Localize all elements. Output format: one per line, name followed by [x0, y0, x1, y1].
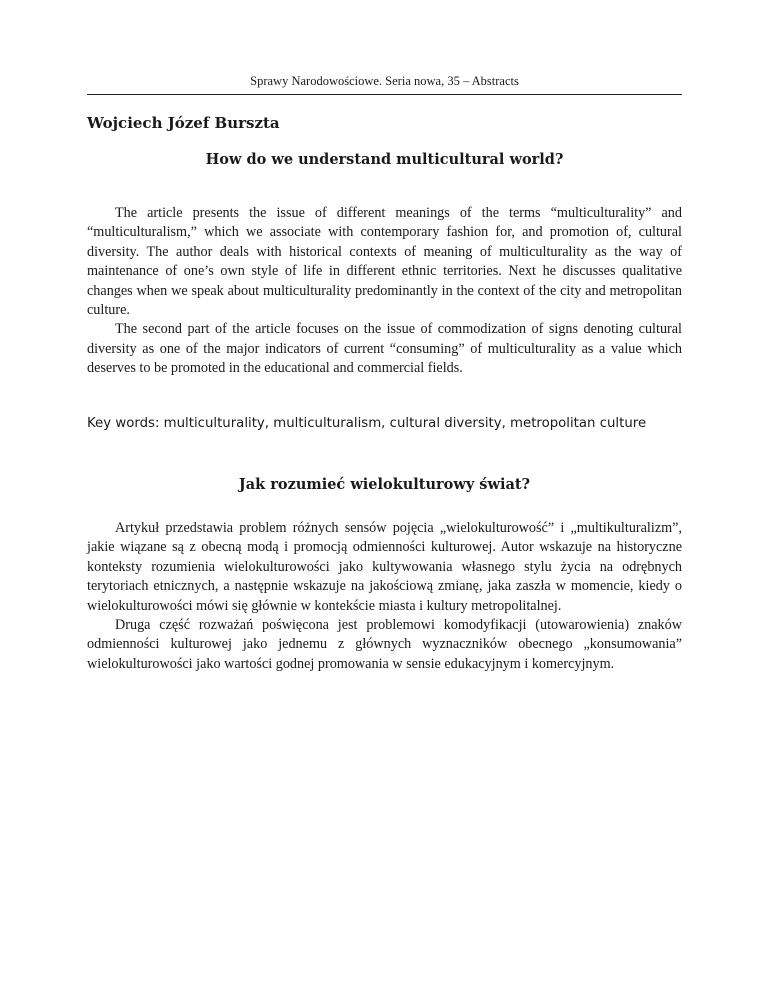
polish-paragraph-1: Artykuł przedstawia problem różnych sensów pojęcia „wielokulturowość” i „multikulturalizm”, jakie wiązane są z obecną modą i promocją odmienności kulturowej. Autor wskazuje na historyczne konteksty rozumienia wielokulturowości jako kultywowania własnego stylu życia na odrębnych terytoriach etnicznych, a następnie wskazuje na jakościową zmianę, jaka zaszła w momencie, kiedy o wielokulturowości mówi się głównie w kontekście miasta i kultury metropolitalnej. — [87, 520, 682, 614]
keywords: Key words: multiculturality, multiculturalism, cultural diversity, metropolitan culture — [87, 416, 647, 431]
polish-paragraph-2: Druga część rozważań poświęcona jest problemowi komodyfikacji (utowarowienia) znaków odmienności kulturowej jako jednemu z głównych wyznaczników obecnego „konsumowania” wielokulturowości jako wartości godnej promowania w sensie edukacyjnym i komercyjnym. — [87, 617, 682, 672]
running-header: Sprawy Narodowościowe. Seria nowa, 35 – Abstracts — [250, 74, 519, 88]
polish-abstract — [87, 519, 682, 674]
header-rule — [87, 94, 682, 95]
author-name: Wojciech Józef Burszta — [87, 114, 280, 132]
english-title: How do we understand multicultural world? — [205, 151, 564, 168]
polish-title: Jak rozumieć wielokulturowy świat? — [238, 476, 531, 493]
english-abstract — [87, 204, 682, 379]
english-paragraph-1: The article presents the issue of different meanings of the terms “multiculturality” and “multiculturalism,” which we associate with contemporary fashion for, and promotion of, cultural diversity. The author deals with historical contexts of meaning of multiculturality as the way of maintenance of one’s own style of life in different ethnic territories. Next he discusses qualitative changes when we speak about multiculturality predominantly in the context of the city and metropolitan culture. — [87, 205, 682, 319]
english-paragraph-2: The second part of the article focuses on the issue of commodization of signs denoting cultural diversity as one of the major indicators of current “consuming” of multiculturality as a value which deserves to be promoted in the educational and commercial fields. — [87, 321, 682, 377]
